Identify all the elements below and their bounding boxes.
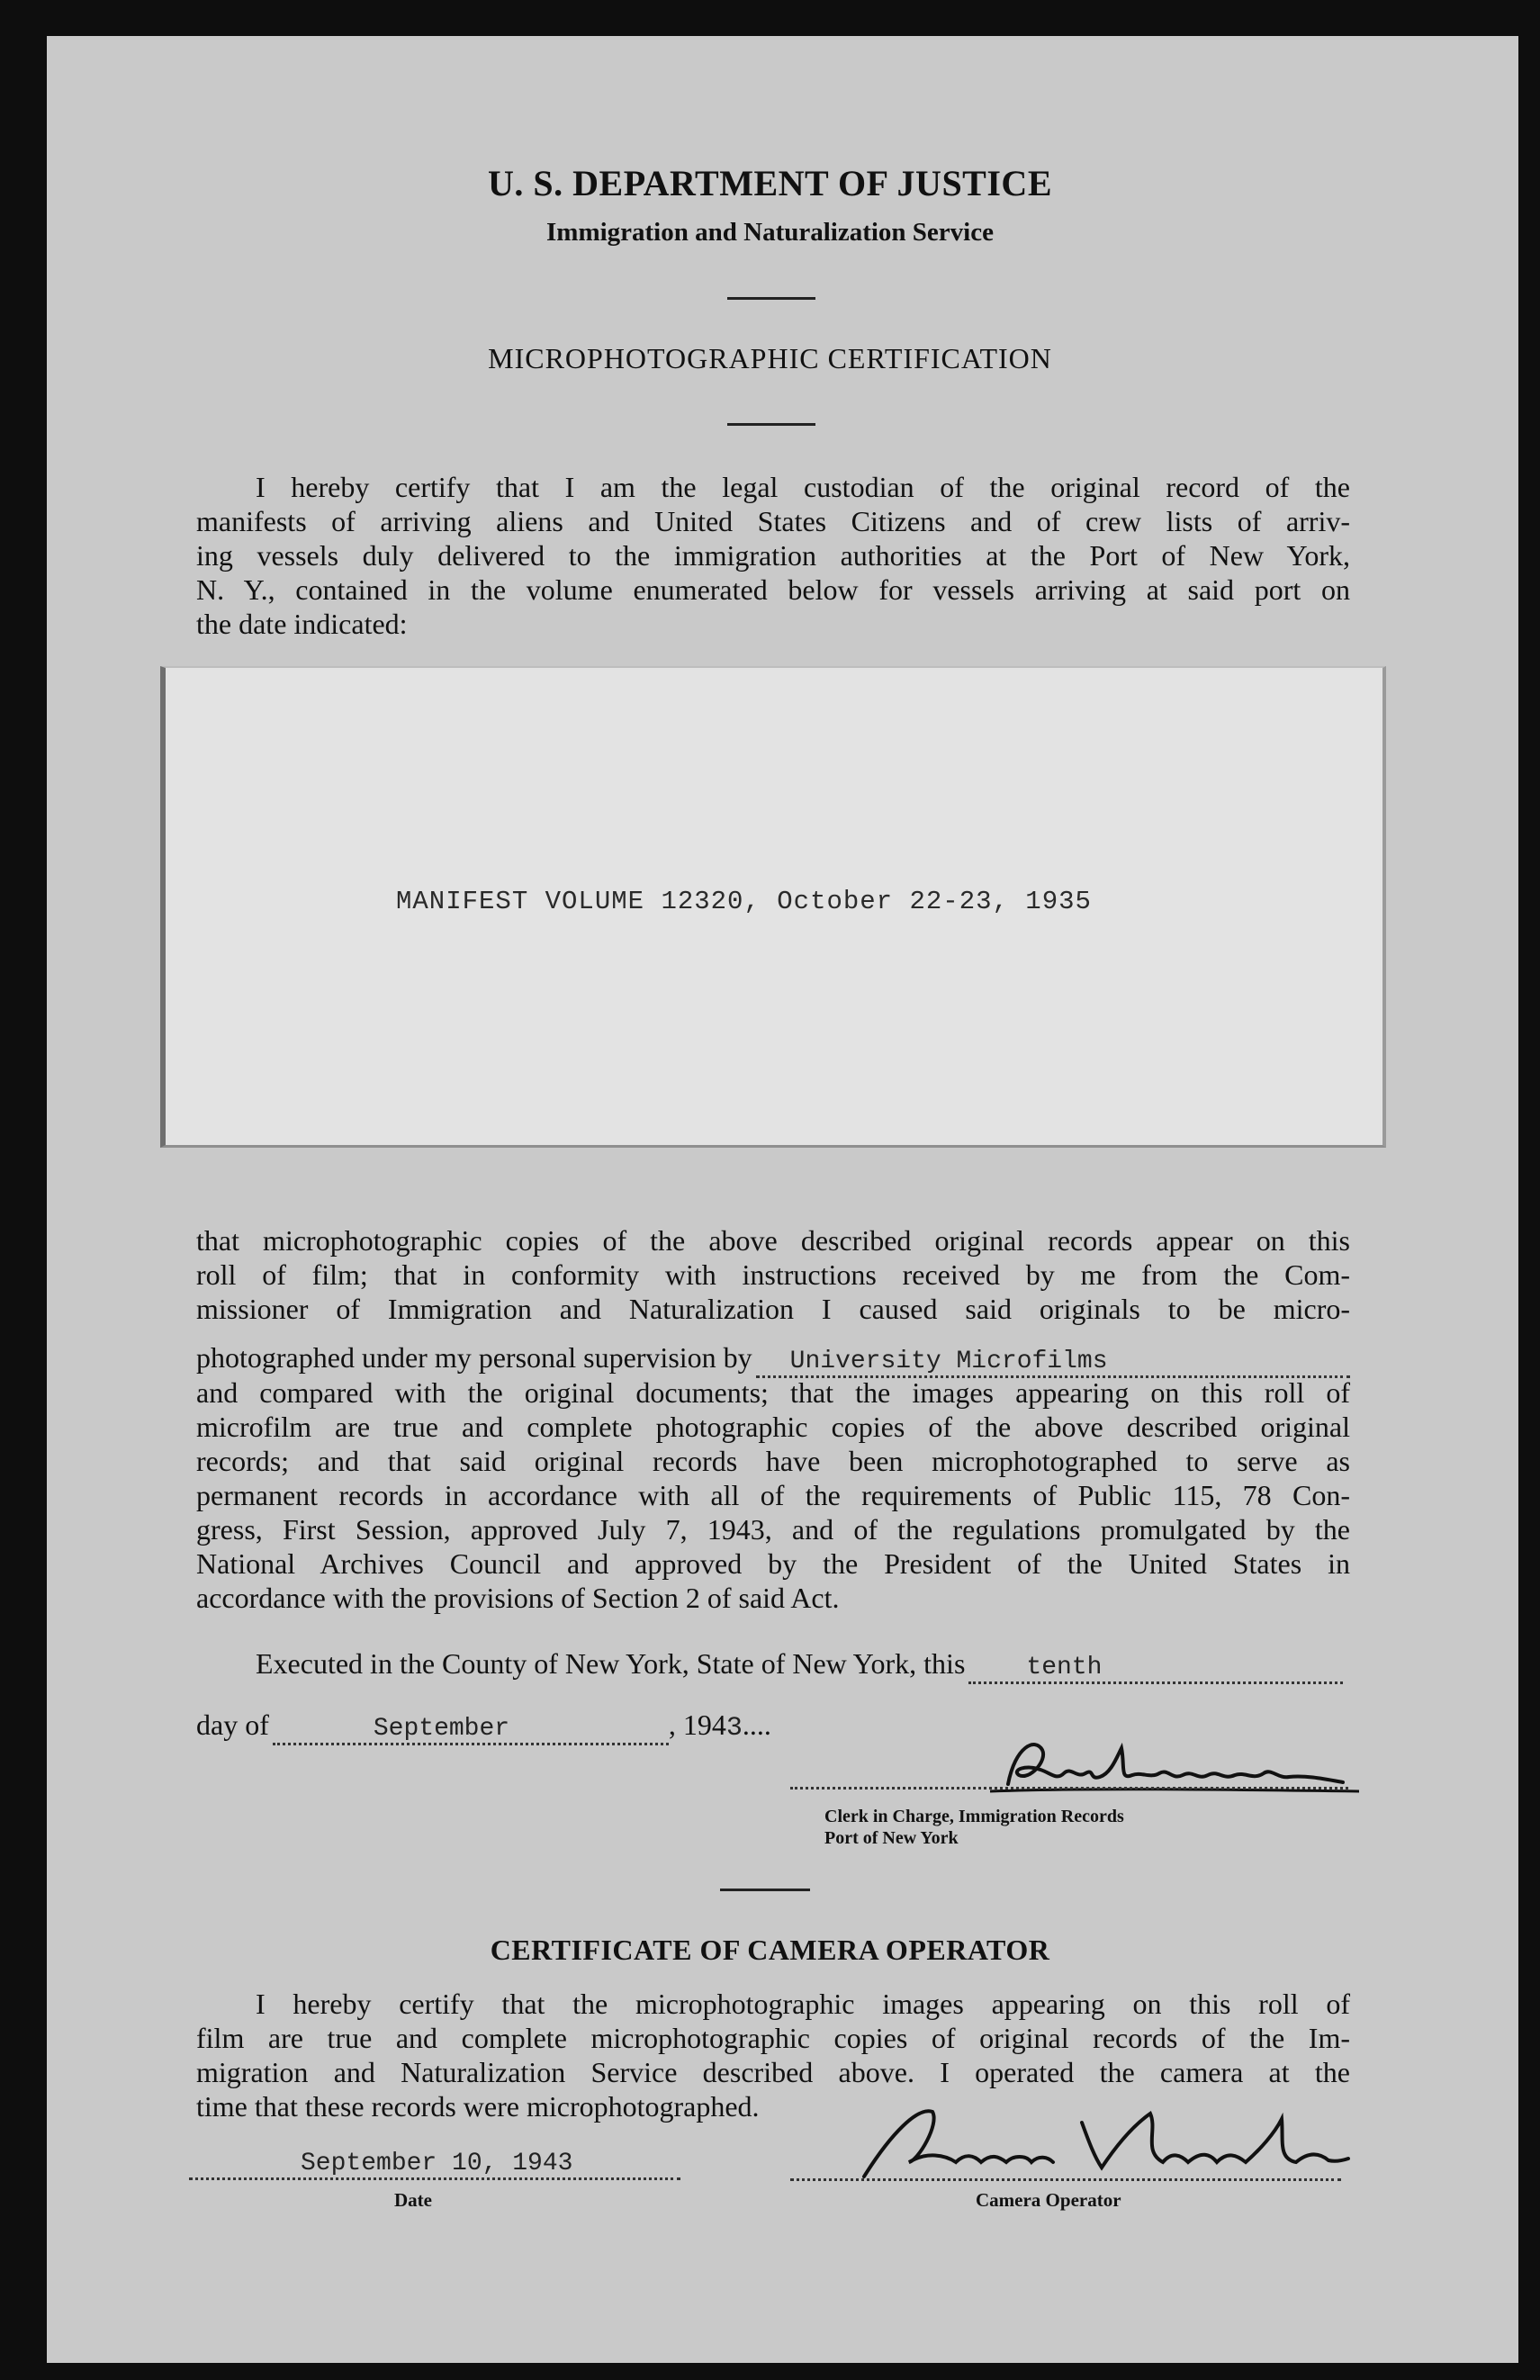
camera-certificate-title: CERTIFICATE OF CAMERA OPERATOR	[490, 1934, 1050, 1966]
year-suffix: ....	[742, 1708, 771, 1741]
clerk-title	[824, 1806, 1124, 1849]
date-label: Date	[394, 2189, 432, 2211]
header-divider	[727, 297, 815, 300]
body-line: records; and that said original records have been microphotographed to serve as	[196, 1445, 1350, 1477]
intro-line: N. Y., contained in the volume enumerated below for vessels arriving at said port on	[196, 573, 1350, 606]
body-line: permanent records in accordance with all of the requirements of Public 115, 78 Con-	[196, 1479, 1350, 1511]
camera-operator-signature	[846, 2097, 1350, 2187]
camera-line: time that these records were microphotographed.	[196, 2090, 760, 2123]
body-line: that microphotographic copies of the above described original records appear on this	[196, 1224, 1350, 1257]
body-line: microfilm are true and complete photographic copies of the above described original	[196, 1411, 1350, 1443]
body-line: gress, First Session, approved July 7, 1943, and of the regulations promulgated by the	[196, 1513, 1350, 1546]
supervision-line	[196, 1341, 1350, 1378]
supervisor-name: University Microfilms	[756, 1348, 1350, 1378]
body-line: accordance with the provisions of Section 2 of said Act.	[196, 1582, 840, 1614]
day-of-line	[196, 1708, 771, 1745]
supervision-prefix: photographed under my personal supervision by	[196, 1341, 752, 1374]
camera-line: migration and Naturalization Service described above. I operated the camera at the	[196, 2056, 1350, 2088]
camera-operator-label: Camera Operator	[976, 2189, 1121, 2211]
service-subtitle: Immigration and Naturalization Service	[546, 218, 994, 247]
year-digit: 3	[725, 1713, 743, 1744]
executed-day: tenth	[968, 1654, 1343, 1684]
operator-signature-line	[790, 2178, 1341, 2181]
camera-divider	[720, 1889, 810, 1891]
clerk-port-line: Port of New York	[824, 1828, 959, 1848]
intro-line: the date indicated:	[196, 608, 408, 640]
intro-line: ing vessels duly delivered to the immigration authorities at the Port of New York,	[196, 539, 1350, 572]
clerk-signature-line	[790, 1787, 1348, 1790]
body-line: National Archives Council and approved by the President of the United States in	[196, 1547, 1350, 1580]
title-divider	[727, 423, 815, 426]
intro-line: manifests of arriving aliens and United States Citizens and of crew lists of arriv-	[196, 505, 1350, 537]
certification-title: MICROPHOTOGRAPHIC CERTIFICATION	[488, 342, 1052, 374]
body-line: missioner of Immigration and Naturalization I caused said originals to be micro-	[196, 1293, 1350, 1325]
camera-line: film are true and complete microphotographic copies of original records of the Im-	[196, 2022, 1350, 2054]
clerk-signature	[936, 1728, 1359, 1800]
year-prefix: , 194	[668, 1708, 726, 1741]
camera-date: September 10, 1943	[189, 2150, 680, 2180]
intro-line: I hereby certify that I am the legal custodian of the original record of the	[256, 471, 1350, 503]
body-line: roll of film; that in conformity with instructions received by me from the Com-	[196, 1258, 1350, 1291]
body-line: and compared with the original documents; that the images appearing on this roll of	[196, 1376, 1350, 1409]
clerk-title-line: Clerk in Charge, Immigration Records	[824, 1807, 1124, 1826]
executed-prefix: Executed in the County of New York, State of New York, this	[256, 1647, 966, 1680]
day-of-label: day of	[196, 1708, 269, 1741]
department-title: U. S. DEPARTMENT OF JUSTICE	[488, 163, 1052, 203]
executed-line	[256, 1647, 1343, 1684]
executed-month: September	[273, 1715, 669, 1745]
manifest-volume: MANIFEST VOLUME 12320, October 22-23, 1935	[396, 887, 1092, 916]
camera-line: I hereby certify that the microphotographic images appearing on this roll of	[256, 1988, 1350, 2020]
